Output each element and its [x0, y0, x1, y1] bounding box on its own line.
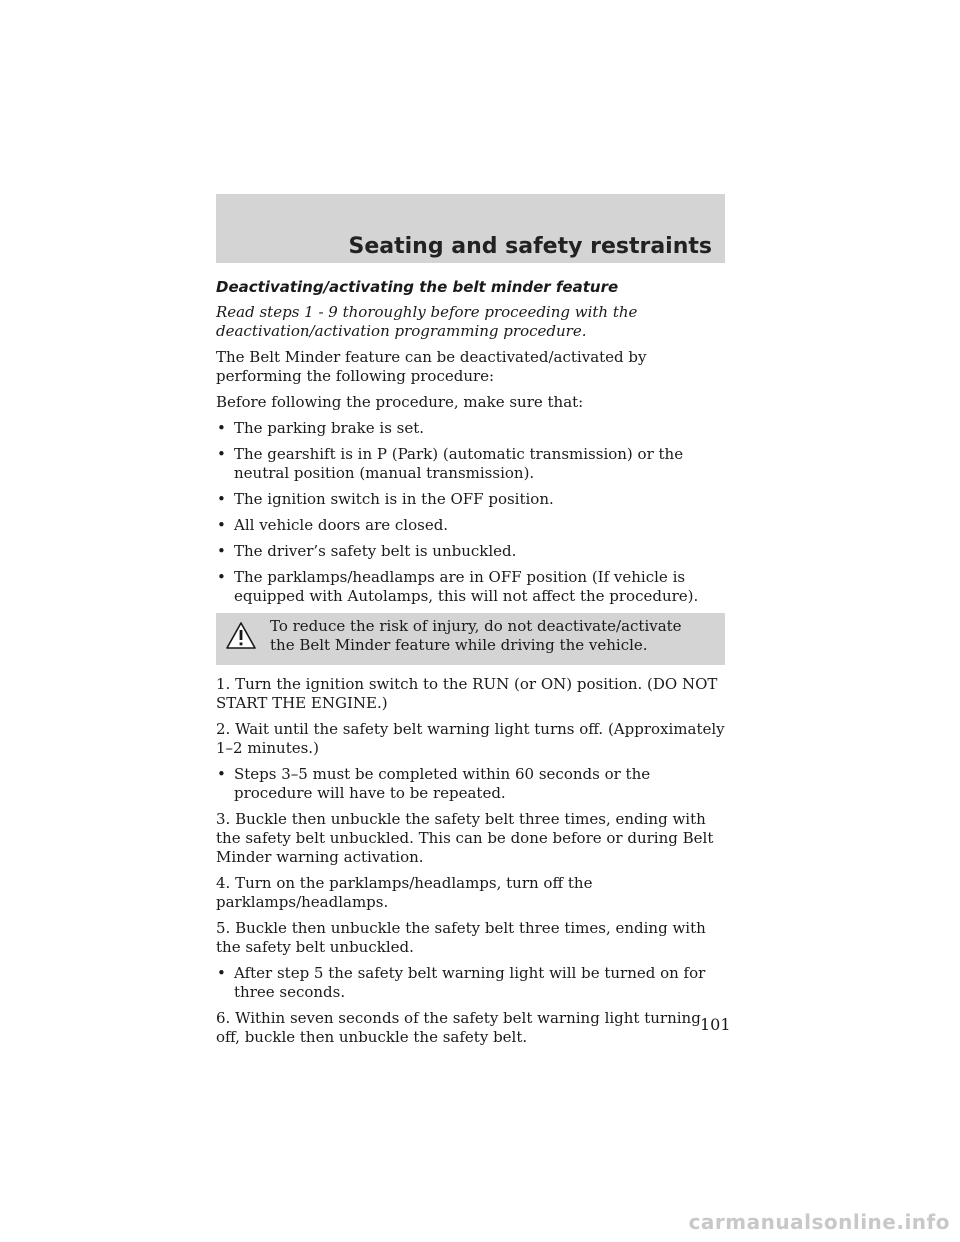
- list-item-text: The driver’s safety belt is unbuckled.: [234, 542, 517, 560]
- bullet-icon: •: [217, 542, 226, 560]
- step-5: 5. Buckle then unbuckle the safety belt three times, ending with the safety belt unbuckled.: [216, 919, 706, 956]
- list-item: [216, 964, 725, 1002]
- step-6: 6. Within seven seconds of the safety belt warning light turning off, buckle then unbuckle the safety belt.: [216, 1009, 701, 1046]
- watermark: carmanualsonline.info: [688, 1210, 950, 1234]
- bullet-icon: •: [217, 964, 226, 982]
- bullet-icon: •: [217, 516, 226, 534]
- list-item-text: Steps 3–5 must be completed within 60 seconds or the procedure will have to be repeated.: [234, 765, 651, 802]
- section-heading: Deactivating/activating the belt minder feature: [216, 278, 619, 296]
- bullet-icon: •: [217, 445, 226, 463]
- page-number: 101: [700, 1015, 731, 1034]
- step-3: 3. Buckle then unbuckle the safety belt three times, ending with the safety belt unbuckled. This can be done before or during Belt Minder warning activation.: [216, 810, 714, 866]
- warning-text: To reduce the risk of injury, do not deactivate/activate the Belt Minder feature while driving the vehicle.: [270, 617, 682, 654]
- list-item: [216, 419, 725, 438]
- step-2: 2. Wait until the safety belt warning light turns off. (Approximately 1–2 minutes.): [216, 720, 725, 757]
- list-item-text: All vehicle doors are closed.: [234, 516, 449, 534]
- paragraph-before: Before following the procedure, make sure that:: [216, 393, 584, 411]
- list-item-text: The parklamps/headlamps are in OFF position (If vehicle is equipped with Autolamps, this will not affect the procedure).: [234, 568, 699, 605]
- bullet-icon: •: [217, 490, 226, 508]
- page-title: Seating and safety restraints: [348, 234, 712, 259]
- intro-note: Read steps 1 - 9 thoroughly before proceeding with the deactivation/activation programming procedure.: [216, 303, 638, 340]
- paragraph-intro: The Belt Minder feature can be deactivated/activated by performing the following procedure:: [216, 348, 647, 385]
- main-content: [216, 278, 731, 1054]
- step-1: 1. Turn the ignition switch to the RUN (or ON) position. (DO NOT START THE ENGINE.): [216, 675, 718, 712]
- step-4: 4. Turn on the parklamps/headlamps, turn off the parklamps/headlamps.: [216, 874, 593, 911]
- list-item: [216, 568, 725, 606]
- warning-box: [216, 613, 725, 665]
- bullet-icon: •: [217, 568, 226, 586]
- bullet-icon: •: [217, 765, 226, 783]
- bullet-icon: •: [217, 419, 226, 437]
- warning-triangle-icon: [226, 622, 256, 649]
- list-item-text: The parking brake is set.: [234, 419, 425, 437]
- list-item: [216, 490, 725, 509]
- header-band: [216, 194, 725, 263]
- list-item-text: The gearshift is in P (Park) (automatic transmission) or the neutral position (manual transmission).: [234, 445, 684, 482]
- list-item: [216, 445, 725, 483]
- list-item-text: The ignition switch is in the OFF position.: [234, 490, 554, 508]
- list-item: [216, 542, 725, 561]
- list-item-text: After step 5 the safety belt warning light will be turned on for three seconds.: [234, 964, 706, 1001]
- list-item: [216, 516, 725, 535]
- list-item: [216, 765, 725, 803]
